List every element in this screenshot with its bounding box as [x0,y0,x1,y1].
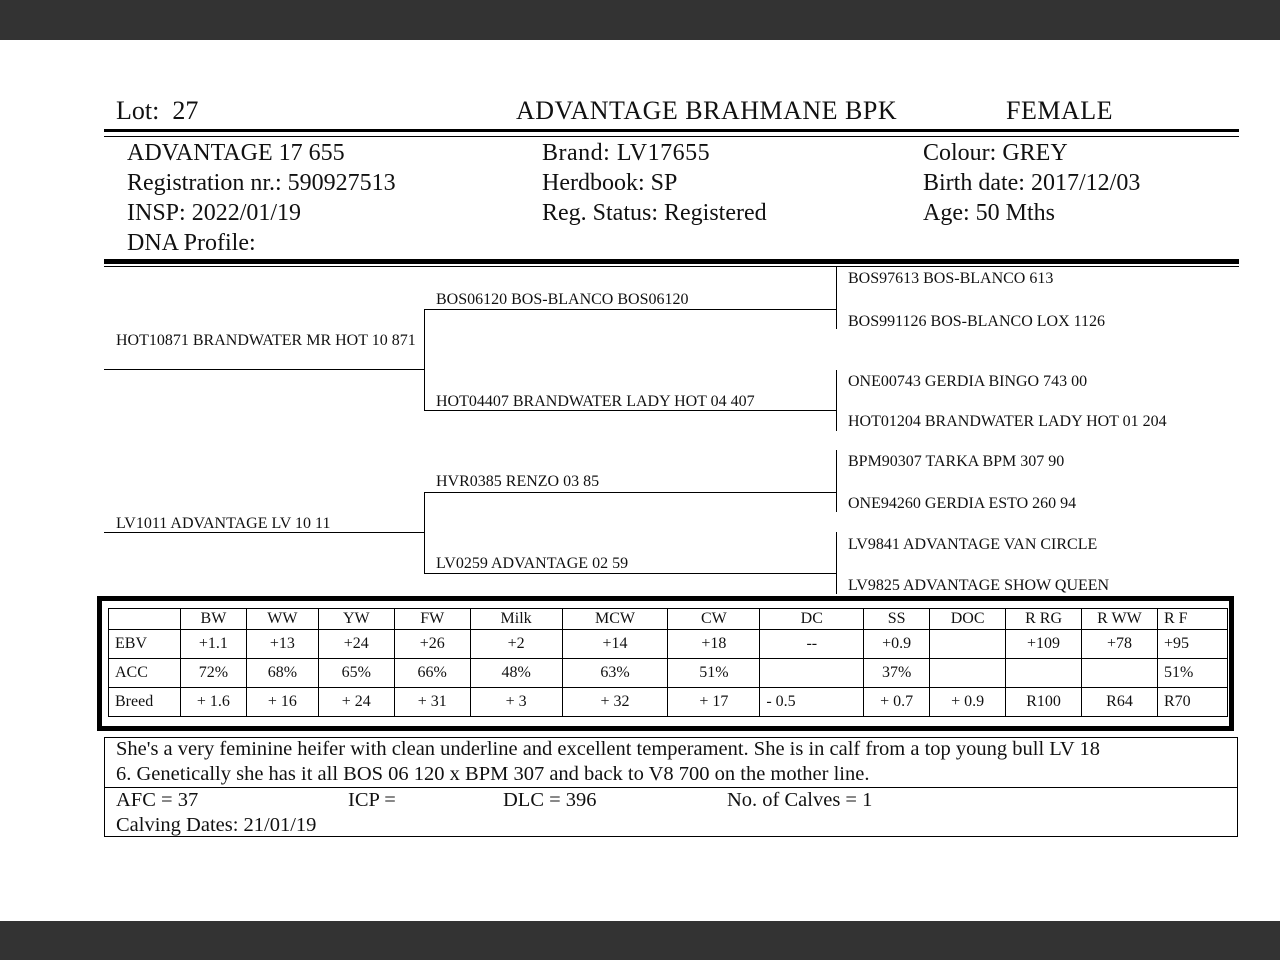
pedigree-ggp: ONE94260 GERDIA ESTO 260 94 [848,495,1077,512]
herdbook: Herdbook: SP [542,170,678,196]
pedigree-line [836,532,837,594]
pedigree-line [104,369,424,370]
ebv-header-cell: CW [668,609,760,630]
ebv-cell: +14 [562,630,668,659]
pedigree-line [424,492,836,493]
calving-dates: Calving Dates: 21/01/19 [116,814,317,836]
ebv-header-cell: FW [394,609,470,630]
pedigree-ggp: LV9841 ADVANTAGE VAN CIRCLE [848,536,1098,553]
ebv-header-cell: DC [760,609,864,630]
ebv-cell: +18 [668,630,760,659]
ebv-cell: +13 [246,630,318,659]
ebv-cell: +0.9 [864,630,930,659]
lot-number: 27 [172,96,199,125]
pedigree-ggp: ONE00743 GERDIA BINGO 743 00 [848,373,1088,390]
ebv-row [109,630,1228,659]
comment-text-line2: 6. Genetically she has it all BOS 06 120 x BPM 307 and back to V8 700 on the mother line. [116,763,870,785]
pedigree-ggp: BOS97613 BOS-BLANCO 613 [848,270,1054,287]
ebv-cell: R70 [1157,688,1227,717]
ebv-header-cell: DOC [930,609,1006,630]
pedigree-line [104,532,424,533]
ebv-header-cell [109,609,181,630]
ebv-header-cell: BW [180,609,246,630]
ebv-cell: 72% [180,659,246,688]
age: Age: 50 Mths [923,200,1055,226]
comment-text-line1: She's a very feminine heifer with clean underline and excellent temperament. She is in calf from a top young bull LV 18 [116,738,1100,760]
info-rule-thin [104,266,1239,267]
pedigree-line [836,450,837,512]
ebv-cell: 66% [394,659,470,688]
colour: Colour: GREY [923,140,1068,166]
ebv-cell: + 0.7 [864,688,930,717]
ebv-cell: +95 [1157,630,1227,659]
pedigree-sire: HOT10871 BRANDWATER MR HOT 10 871 [116,332,416,349]
ebv-cell: R64 [1082,688,1158,717]
ebv-cell: 68% [246,659,318,688]
pedigree-line [424,309,425,411]
ebv-cell: - 0.5 [760,688,864,717]
ebv-cell: + 1.6 [180,688,246,717]
ebv-cell: +26 [394,630,470,659]
top-bar [0,0,1280,40]
ebv-cell [930,659,1006,688]
comment-divider [104,787,1238,788]
ebv-cell: +1.1 [180,630,246,659]
pedigree-line [424,492,425,574]
ebv-row-label: EBV [109,630,181,659]
ebv-cell: +78 [1082,630,1158,659]
ebv-table [108,608,1228,717]
pedigree-ggp: BOS991126 BOS-BLANCO LOX 1126 [848,313,1106,330]
registration-number: Registration nr.: 590927513 [127,170,396,196]
pedigree-dam-dam: LV0259 ADVANTAGE 02 59 [436,555,629,572]
pedigree-sire-dam: HOT04407 BRANDWATER LADY HOT 04 407 [436,393,755,410]
ebv-cell: +24 [318,630,394,659]
dlc-value: DLC = 396 [503,789,597,811]
pedigree-ggp: LV9825 ADVANTAGE SHOW QUEEN [848,577,1110,594]
ebv-cell: +109 [1006,630,1082,659]
ebv-header-cell: R F [1157,609,1227,630]
insp-date: INSP: 2022/01/19 [127,200,302,226]
ebv-cell [1082,659,1158,688]
ebv-cell: R100 [1006,688,1082,717]
ebv-header-cell: YW [318,609,394,630]
ebv-header-row [109,609,1228,630]
info-rule-thick [104,259,1239,264]
ebv-row [109,659,1228,688]
reg-status: Reg. Status: Registered [542,200,767,226]
pedigree-line [836,267,837,329]
ebv-cell: 63% [562,659,668,688]
ebv-header-cell: Milk [470,609,562,630]
ebv-cell: + 0.9 [930,688,1006,717]
ebv-header-cell: SS [864,609,930,630]
breeder-breed: ADVANTAGE BRAHMANE BPK [516,96,898,125]
icp-value: ICP = [348,789,396,811]
ebv-header-cell: MCW [562,609,668,630]
ebv-cell [930,630,1006,659]
pedigree-line [424,573,836,574]
ebv-cell: -- [760,630,864,659]
pedigree-line [836,370,837,431]
bottom-bar [0,921,1280,960]
pedigree-dam-sire: HVR0385 RENZO 03 85 [436,473,600,490]
ebv-cell: 51% [1157,659,1227,688]
ebv-cell: 65% [318,659,394,688]
afc-value: AFC = 37 [116,789,199,811]
ebv-cell: 48% [470,659,562,688]
ebv-cell [760,659,864,688]
ebv-row-label: ACC [109,659,181,688]
dna-profile: DNA Profile: [127,230,256,256]
ebv-row-label: Breed [109,688,181,717]
header-rule-thin [104,136,1239,137]
ebv-cell [1006,659,1082,688]
ebv-cell: 51% [668,659,760,688]
calves-count: No. of Calves = 1 [727,789,873,811]
ebv-cell: + 31 [394,688,470,717]
pedigree-dam: LV1011 ADVANTAGE LV 10 11 [116,515,331,532]
pedigree-ggp: BPM90307 TARKA BPM 307 90 [848,453,1065,470]
ebv-header-cell: WW [246,609,318,630]
ebv-cell: +2 [470,630,562,659]
header-rule-thick [104,129,1239,132]
ebv-cell: + 3 [470,688,562,717]
ebv-header-cell: R WW [1082,609,1158,630]
pedigree-line [424,410,836,411]
ebv-header-cell: R RG [1006,609,1082,630]
ebv-cell: + 16 [246,688,318,717]
ebv-row [109,688,1228,717]
brand: Brand: LV17655 [542,140,711,166]
pedigree-sire-sire: BOS06120 BOS-BLANCO BOS06120 [436,291,689,308]
sex: FEMALE [1006,96,1113,125]
pedigree-line [424,309,836,310]
ebv-cell: + 17 [668,688,760,717]
pedigree-ggp: HOT01204 BRANDWATER LADY HOT 01 204 [848,413,1167,430]
ebv-cell: + 24 [318,688,394,717]
animal-name: ADVANTAGE 17 655 [127,140,345,166]
lot-label: Lot: 27 [116,96,199,125]
ebv-cell: 37% [864,659,930,688]
birth-date: Birth date: 2017/12/03 [923,170,1141,196]
ebv-cell: + 32 [562,688,668,717]
